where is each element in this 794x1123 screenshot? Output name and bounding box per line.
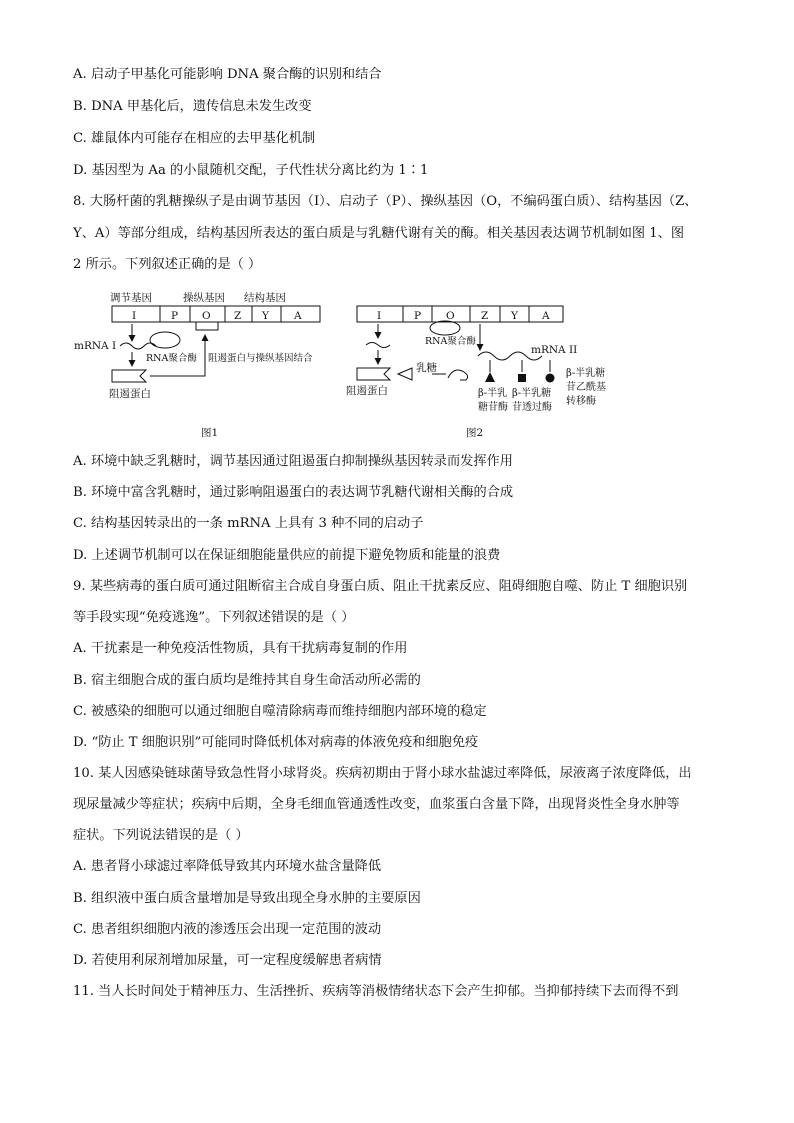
fig2-enzyme1-line1: β-半乳: [478, 388, 508, 399]
fig1-label-regulator: 调节基因: [110, 292, 152, 304]
q10-option-b: B. 组织液中蛋白质含量增加是导致出现全身水肿的主要原因: [73, 891, 421, 906]
fig1-gene-a: A: [294, 310, 302, 322]
fig1-rnap-label: RNA聚合酶: [146, 353, 197, 364]
q7-option-c: C. 雄鼠体内可能存在相应的去甲基化机制: [73, 131, 316, 146]
fig2-gene-a: A: [542, 310, 550, 322]
fig1-binding-label: 阻遏蛋白与操纵基因结合: [208, 353, 313, 364]
fig2-gene-i: I: [377, 310, 382, 322]
q9-option-d: D. “防止 T 细胞识别”可能同时降低机体对病毒的体液免疫和细胞免疫: [73, 735, 479, 750]
fig2-gene-p: P: [414, 310, 422, 322]
q10-option-a: A. 患者肾小球滤过率降低导致其内环境水盐含量降低: [73, 859, 382, 874]
q9-option-c: C. 被感染的细胞可以通过细胞自噬清除病毒而维持细胞内部环境的稳定: [73, 704, 487, 719]
fig2-rnap-label: RNA聚合酶: [425, 336, 476, 347]
q7-option-a: A. 启动子甲基化可能影响 DNA 聚合酶的识别和结合: [73, 67, 382, 82]
fig1-caption: 图1: [201, 427, 219, 439]
q9-option-b: B. 宿主细胞合成的蛋白质均是维持其自身生命活动所必需的: [73, 673, 421, 688]
q10-stem-line-1: 10. 某人因感染链球菌导致急性肾小球肾炎。疾病初期由于肾小球水盐滤过率降低，尿液离子浓度降低，出: [73, 766, 692, 781]
q7-option-b: B. DNA 甲基化后，遗传信息未发生改变: [73, 99, 312, 114]
q7-option-d: D. 基因型为 Aa 的小鼠随机交配，子代性状分离比约为 1∶1: [73, 163, 429, 178]
fig2-enzyme3-line3: 转移酶: [566, 396, 596, 407]
q9-option-a: A. 干扰素是一种免疫活性物质，具有干扰病毒复制的作用: [73, 641, 408, 656]
figure-2: [346, 306, 606, 439]
fig2-gene-z: Z: [481, 310, 489, 322]
q10-option-d: D. 若使用利尿剂增加尿量，可一定程度缓解患者病情: [73, 953, 382, 968]
q8-option-d: D. 上述调节机制可以在保证细胞能量供应的前提下避免物质和能量的浪费: [73, 548, 501, 563]
q8-option-a: A. 环境中缺乏乳糖时，调节基因通过阻遏蛋白抑制操纵基因转录而发挥作用: [73, 454, 513, 469]
fig2-enzyme2-line1: β-半乳糖: [512, 388, 552, 399]
fig1-label-structural: 结构基因: [244, 292, 286, 304]
q10-option-c: C. 患者组织细胞内液的渗透压会出现一定范围的波动: [73, 922, 382, 937]
fig2-enzyme2-line2: 苷透过酶: [512, 402, 552, 413]
fig1-label-operator: 操纵基因: [183, 292, 225, 304]
fig1-gene-p: P: [171, 310, 179, 322]
fig2-gene-y: Y: [511, 310, 518, 322]
q8-stem-line-3: 2 所示。下列叙述正确的是（ ）: [73, 257, 262, 272]
fig1-gene-i: I: [132, 310, 137, 322]
q11-stem-line-1: 11. 当人长时间处于精神压力、生活挫折、疾病等消极情绪状态下会产生抑郁。当抑郁持续下去而得不到: [73, 984, 679, 999]
q9-stem-line-2: 等手段实现“免疫逃逸”。下列叙述错误的是（ ）: [73, 610, 355, 625]
fig1-gene-y: Y: [262, 310, 269, 322]
fig1-gene-o: O: [202, 310, 211, 322]
q9-stem-line-1: 9. 某些病毒的蛋白质可通过阻断宿主合成自身蛋白质、阻止干扰素反应、阻碍细胞自噬、防止 T 细胞识别: [73, 579, 688, 594]
fig1-mrna-label: mRNA I: [74, 340, 117, 352]
q8-stem-line-2: Y、A）等部分组成，结构基因所表达的蛋白质是与乳糖代谢有关的酶。相关基因表达调节机制如图 1、图: [73, 226, 685, 241]
fig2-lactose-label: 乳糖: [416, 362, 437, 374]
fig2-enzyme3-line1: β-半乳糖: [566, 368, 606, 379]
fig2-repressor-label: 阻遏蛋白: [346, 385, 388, 397]
figure-1: [74, 291, 320, 439]
fig2-caption: 图2: [466, 427, 484, 439]
q10-stem-line-3: 症状。下列说法错误的是（ ）: [73, 828, 249, 843]
q10-stem-line-2: 现尿量减少等症状；疾病中后期，全身毛细血管通透性改变，血浆蛋白含量下降，出现肾炎性全身水肿等: [73, 797, 680, 812]
fig1-gene-z: Z: [234, 310, 242, 322]
fig2-mrna-label: mRNA II: [531, 344, 578, 356]
fig2-enzyme1-line2: 糖苷酶: [478, 402, 508, 413]
q8-option-c: C. 结构基因转录出的一条 mRNA 上具有 3 种不同的启动子: [73, 516, 424, 531]
fig2-gene-o: O: [446, 310, 455, 322]
q8-option-b: B. 环境中富含乳糖时，通过影响阻遏蛋白的表达调节乳糖代谢相关酶的合成: [73, 485, 514, 500]
fig2-enzyme3-line2: 苷乙酰基: [566, 382, 606, 393]
q8-stem-line-1: 8. 大肠杆菌的乳糖操纵子是由调节基因（I）、启动子（P）、操纵基因（O，不编码蛋白质）、结构基因（Z、: [73, 194, 698, 209]
fig1-repressor-label: 阻遏蛋白: [109, 388, 151, 400]
